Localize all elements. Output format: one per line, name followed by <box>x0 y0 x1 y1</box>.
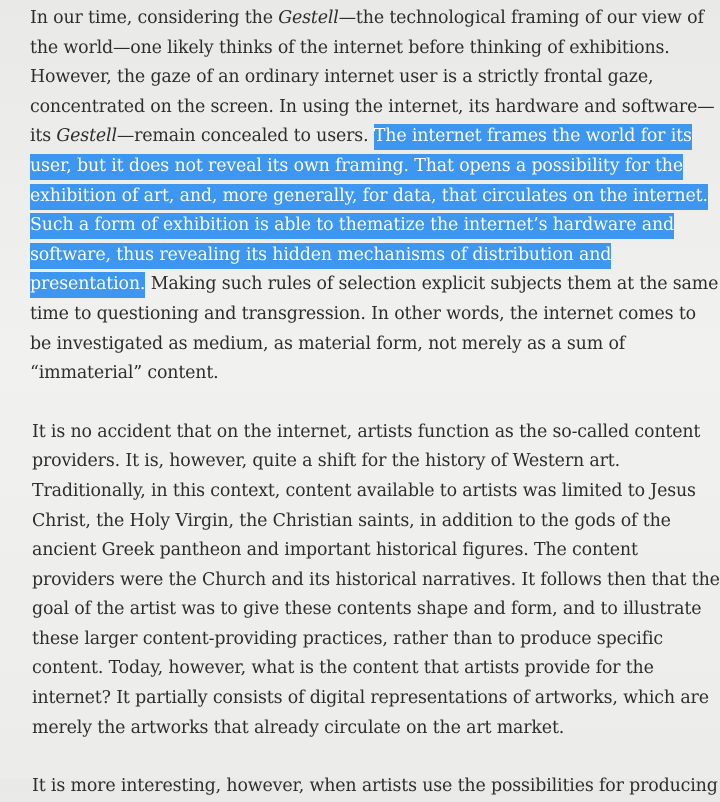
paragraph-content-providers: It is no accident that on the internet, artists function as the so-called content providers. It is, however, quite a shift for the history of Western art. Traditionally, in this context, content available to artists was limited to Jesus Christ, the Holy Virgin, the Christian saints, in addition to the gods of the ancient Greek pantheon and important historical figures. The content providers were the Church and its historical narratives. It follows then that the goal of the artist was to give these contents shape and form, and to illustrate these larger content-providing practices, rather than to produce specific content. Today, however, what is the content that artists provide for the internet? It partially consists of digital representations of artworks, which are merely the artworks that already circulate on the art market. <box>32 421 720 738</box>
text-segment: —remain concealed to users. <box>116 126 374 147</box>
paragraph-gestell <box>30 4 720 389</box>
italic-term: Gestell <box>278 8 339 28</box>
text-segment: In our time, considering the <box>30 8 279 28</box>
text-segment: —the technological framing of our view of the world—one likely thinks of the internet before thinking of exhibitions. However, the gaze of an ordinary internet user is a strictly frontal gaze, concentrated on the screen. In using the internet, its hardware and software—its <box>30 8 715 147</box>
paragraph-possibilities: It is more interesting, however, when artists use the possibilities for producing <box>32 776 718 797</box>
article-body <box>30 4 720 802</box>
text-segment: Making such rules of selection explicit subjects them at the same time to questioning and transgression. In other words, the internet comes to be investigated as medium, as material form, not merely as a sum of “immaterial” content. <box>30 274 719 384</box>
italic-term: Gestell <box>56 126 117 147</box>
selected-text-highlight[interactable]: The internet frames the world for its user, but it does not reveal its own framing. That opens a possibility for the exhibition of art, and, more generally, for data, that circulates on the internet. Such a form of exhibition is able to thematize the internet’s hardware and software, thus revealing its hidden mechanisms of distribution and presentation. <box>30 124 708 298</box>
